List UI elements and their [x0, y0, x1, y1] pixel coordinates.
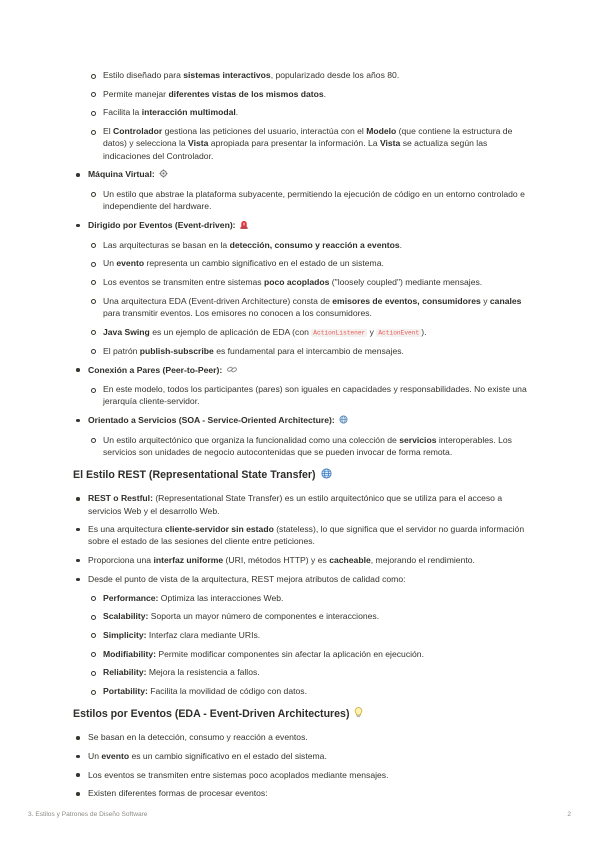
quality-attributes-list: [88, 592, 528, 698]
page-number: 2: [567, 811, 571, 818]
list-item: Facilita la interacción multimodal.: [88, 106, 528, 118]
list-item: Modifiability: Permite modificar componentes sin afectar la aplicación en ejecución.: [88, 648, 528, 660]
lightbulb-icon: [354, 707, 363, 723]
footer-title: 3. Estilos y Patrones de Diseño Software: [28, 811, 148, 818]
soa-sublist: [88, 434, 528, 458]
list-item: Los eventos se transmiten entre sistemas poco acoplados mediante mensajes.: [73, 769, 528, 781]
gear-icon: [159, 169, 168, 181]
list-item: Portability: Facilita la movilidad de código con datos.: [88, 685, 528, 697]
list-item-virtual-machine: Máquina Virtual: Un estilo que abstrae la plataforma subyacente, permitiendo la ejecución de código en un entorno controlado e independiente del hardware.: [73, 168, 528, 212]
list-item-peer-to-peer: Conexión a Pares (Peer-to-Peer): En este modelo, todos los participantes (pares) son iguales en capacidades y responsabilidades. No existe una jerarquía cliente-servidor.: [73, 364, 528, 408]
list-item-event-driven: Dirigido por Eventos (Event-driven): Las arquitecturas se basan en la detección, consumo y reacción a eventos. Un evento representa un cambio significativo en el estado de un sistema. Los eventos se transmiten entre sistemas poco acoplados ("loosely coupled") mediante mensajes. Una arquitectura EDA (Event-driven Architecture) consta de emisores de eventos, consumidores y canales para transmitir eventos. Los emisores no conocen a los consumidores. Java Swing es un ejemplo de aplicación de EDA (con ActionListener y ActionEvent ). El patrón publish-subscribe es fundamental para el intercambio de mensajes.: [73, 219, 528, 357]
list-item: Una arquitectura EDA (Event-driven Architecture) consta de emisores de eventos, consumidores y canales para transmitir eventos. Los emisores no conocen a los consumidores.: [88, 295, 528, 319]
list-item: Java Swing es un ejemplo de aplicación de EDA (con ActionListener y ActionEvent ).: [88, 326, 528, 339]
list-item: El patrón publish-subscribe es fundamental para el intercambio de mensajes.: [88, 345, 528, 357]
events-list: [73, 731, 528, 799]
list-item: REST o Restful: (Representational State Transfer) es un estilo arquitectónico que se utiliza para el acceso a servicios Web y el desarrollo Web.: [73, 492, 528, 516]
p2p-sublist: [88, 383, 528, 407]
list-item: Performance: Optimiza las interacciones Web.: [88, 592, 528, 604]
list-item: Permite manejar diferentes vistas de los mismos datos.: [88, 88, 528, 100]
list-item: Desde el punto de vista de la arquitectura, REST mejora atributos de calidad como: Performance: Optimiza las interacciones Web. Scalability: Soporta un mayor número de componentes e interacciones. Simplicity: Interfaz clara mediante URIs. Modifiability: Permite modificar componentes sin afectar la aplicación en ejecución. Reliability: Mejora la resistencia a fallos. Portability: Facilita la movilidad de código con datos.: [73, 573, 528, 697]
list-item: El Controlador gestiona las peticiones del usuario, interactúa con el Modelo (que contiene la estructura de datos) y selecciona la Vista apropiada para presentar la información. La Vista se actualiza según las indicaciones del Controlador.: [88, 125, 528, 162]
list-item: Un estilo que abstrae la plataforma subyacente, permitiendo la ejecución de código en un entorno controlado e independiente del hardware.: [88, 188, 528, 212]
list-item: Las arquitecturas se basan en la detección, consumo y reacción a eventos.: [88, 239, 528, 251]
inline-code: ActionListener: [313, 329, 366, 337]
list-item-soa: Orientado a Servicios (SOA - Service-Oriented Architecture): Un estilo arquitectónico que organiza la funcionalidad como una colección de servicios interoperables. Los servicios son unidades de negocio autocontenidas que se pueden invocar de forma remota.: [73, 414, 528, 458]
list-item: Simplicity: Interfaz clara mediante URIs.: [88, 629, 528, 641]
list-item: Proporciona una interfaz uniforme (URI, métodos HTTP) y es cacheable, mejorando el rendimiento.: [73, 554, 528, 566]
list-item: Es una arquitectura cliente-servidor sin estado (stateless), lo que significa que el servidor no guarda información sobre el estado de las sesiones del cliente entre peticiones.: [73, 523, 528, 547]
list-item: Un estilo arquitectónico que organiza la funcionalidad como una colección de servicios interoperables. Los servicios son unidades de negocio autocontenidas que se pueden invocar de forma remota.: [88, 434, 528, 458]
eda-sublist: [88, 239, 528, 358]
list-item: Scalability: Soporta un mayor número de componentes e interacciones.: [88, 610, 528, 622]
section-heading-events: Estilos por Eventos (EDA - Event-Driven Architectures): [73, 707, 528, 723]
list-item: Los eventos se transmiten entre sistemas poco acoplados ("loosely coupled") mediante mensajes.: [88, 276, 528, 288]
vm-sublist: [88, 188, 528, 212]
list-item: Existen diferentes formas de procesar eventos:: [73, 787, 528, 799]
list-item: Reliability: Mejora la resistencia a fallos.: [88, 666, 528, 678]
page-content: [73, 69, 528, 806]
list-item: En este modelo, todos los participantes (pares) son iguales en capacidades y responsabilidades. No existe una jerarquía cliente-servidor.: [88, 383, 528, 407]
list-item: Un evento es un cambio significativo en el estado del sistema.: [73, 750, 528, 762]
inline-code: ActionEvent: [378, 329, 420, 337]
styles-list: [73, 168, 528, 458]
mvc-sublist: [88, 69, 528, 162]
alarm-light-icon: [240, 220, 248, 232]
list-item: Estilo diseñado para sistemas interactivos, popularizado desde los años 80.: [88, 69, 528, 81]
link-icon: [227, 365, 237, 377]
page-footer: [28, 811, 571, 818]
list-item: Un evento representa un cambio significativo en el estado de un sistema.: [88, 257, 528, 269]
globe-icon: [321, 468, 332, 484]
globe-network-icon: [339, 415, 348, 427]
list-item: Se basan en la detección, consumo y reacción a eventos.: [73, 731, 528, 743]
section-heading-rest: El Estilo REST (Representational State Transfer): [73, 468, 528, 484]
rest-list: [73, 492, 528, 697]
